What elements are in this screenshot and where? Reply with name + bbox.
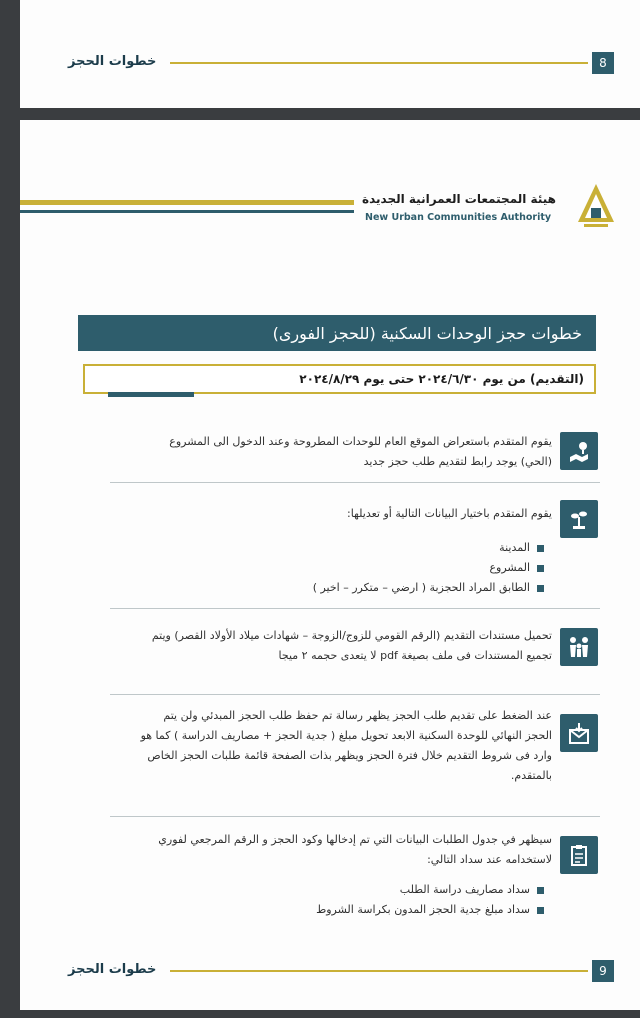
header-bar-teal [20,210,354,213]
step-separator [110,482,600,483]
nuca-logo-icon [576,182,616,230]
org-name-en: New Urban Communities Authority [365,212,552,223]
date-range-box: (التقديم) من يوم ٢٠٢٤/٦/٣٠ حتى يوم ٢٠٢٤/٨/٢٩ [83,364,596,394]
list-item: سداد مصاريف دراسة الطلب [140,880,544,900]
step-separator [110,816,600,817]
list-item: الطابق المراد الحجزبة ( ارضي – متكرر – اخير ) [140,578,544,598]
header-bar-gold [20,200,354,205]
footer-title: خطوات الحجز [68,962,157,977]
footer-line [170,62,588,64]
step-4-text: عند الضغط على تقديم طلب الحجز يظهر رسالة تم حفظ طلب الحجز المبدئي ولن يتم الحجز النهائي للوحدة السكنية الابعد تحويل مبلغ ( جدية الحجز + مصاريف الدراسة ) كما هو وارد فى شروط التقديم خلال فترة الحجز ويظهر بذات الصفحة قائمة طلبات الحجز الخاص بالمتقدم. [140,709,552,782]
clipboard-icon [560,836,598,874]
list-item: سداد مبلغ جدية الحجز المدون بكراسة الشروط [140,900,544,920]
envelope-icon [560,714,598,752]
list-item: المدينة [140,538,544,558]
org-name-ar: هيئة المجتمعات العمرانية الجديدة [362,192,556,206]
step-separator [110,694,600,695]
step-1-text: يقوم المتقدم باستعراض الموقع العام للوحدات المطروحة وعند الدخول الى المشروع (الحي) يوجد رابط لتقديم طلب حجز جديد [169,435,552,468]
page-number: 8 [592,52,614,74]
step-separator [110,608,600,609]
page-9 [20,120,640,1010]
page-8 [20,0,640,108]
step-5-text: سيظهر في جدول الطلبات البيانات التي تم إدخالها وكود الحجز و الرقم المرجعي لفوري لاستخدامه عند سداد التالي: [158,833,552,866]
family-icon [560,628,598,666]
date-accent-bar [108,392,194,397]
page-title: خطوات حجز الوحدات السكنية (للحجز الفورى) [78,315,596,351]
step-5-block [140,830,552,920]
step-2-text: يقوم المتقدم باختيار البيانات التالية أو تعديلها: [346,507,552,520]
plant-icon [560,500,598,538]
footer-line [170,970,588,972]
step-2-block [140,504,552,598]
list-item: المشروع [140,558,544,578]
step-3-text: تحميل مستندات التقديم (الرقم القومي للزوج/الزوجة – شهادات ميلاد الأولاد القصر) ويتم تجميع المستندات فى ملف بصيغة pdf لا يتعدى حجمه ٢ ميجا [151,629,552,662]
map-icon [560,432,598,470]
page-number: 9 [592,960,614,982]
footer-title: خطوات الحجز [68,54,157,69]
